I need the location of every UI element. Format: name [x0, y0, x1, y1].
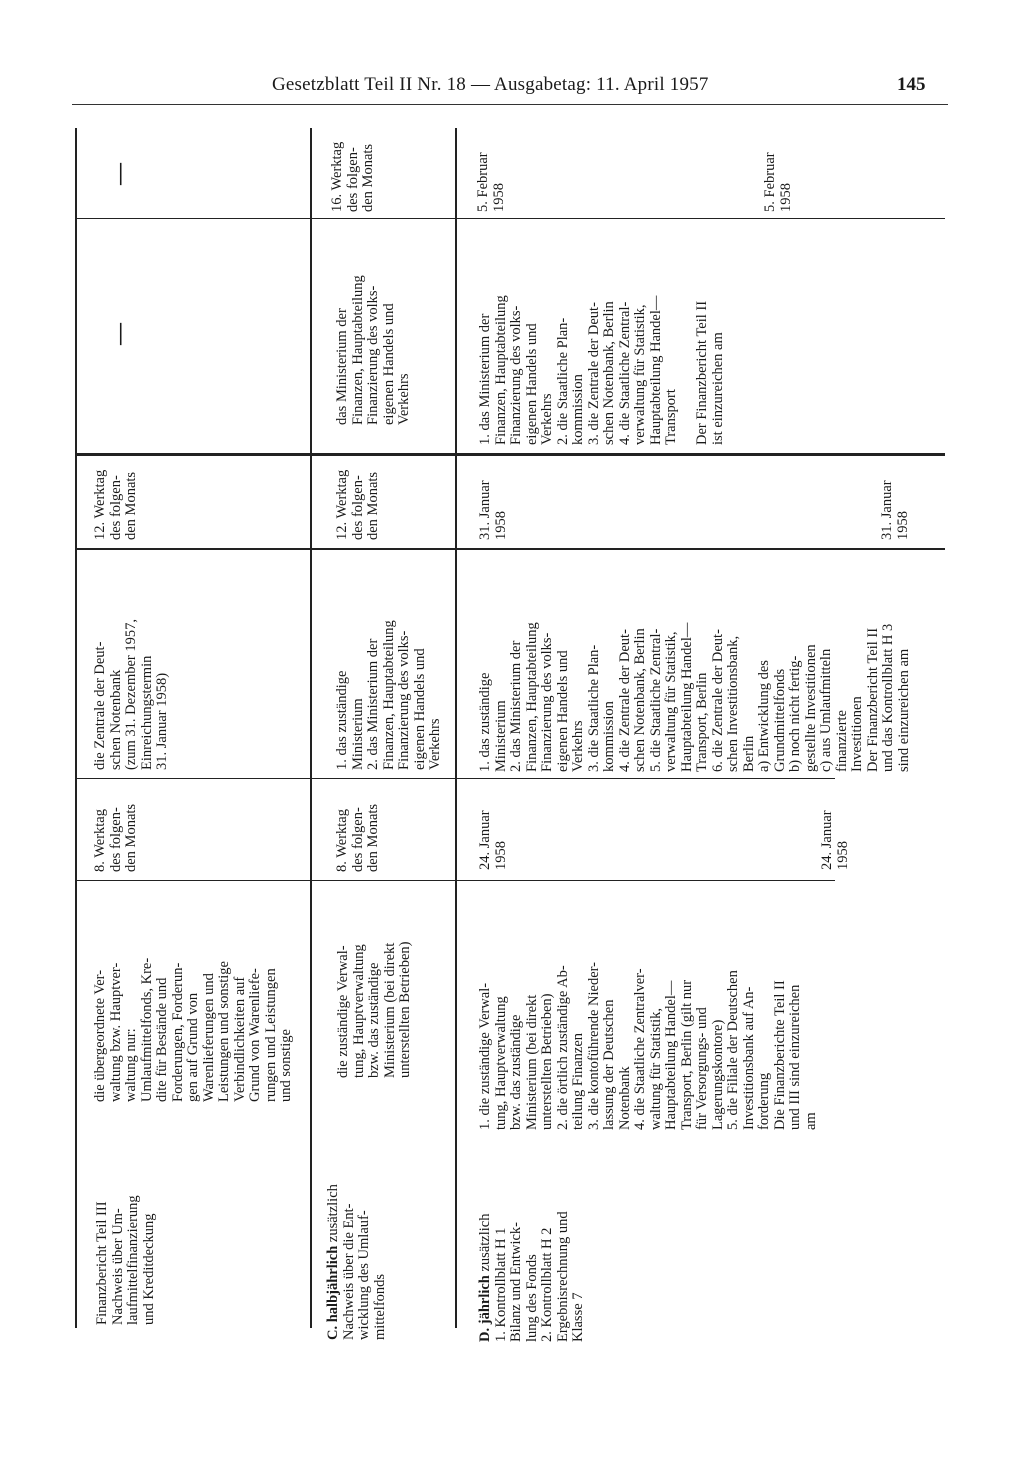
row-d-submitter: 1. die zuständige Verwal- tung, Hauptverwaltung bzw. das zuständige Ministerium (bei direkt unterstellten Betrieben) 2. die örtlich zuständige Ab- teilung Finanzen 3. die kontoführende Nieder- lassung der Deutschen Notenbank 4. die Staatliche Zentralver- waltung für Statistik, Hauptabteilung Handel— Transport, Berlin (gilt nur für Versorgungs- und Lagerungskontore) 5. die Filiale der Deutschen Investitionsbank auf An- forderung Die Finanzberichte Teil II und III sind einzureichen am	[477, 961, 819, 1130]
row-b-recipients-1: die Zentrale der Deut- schen Notenbank (zum 31. Dezember 1957, Einreichungstermin 31. Januar 1958)	[92, 619, 170, 770]
row-d-item-text: zusätzlich 1. Kontrollblatt H 1 Bilanz und Entwick- lung des Fonds 2. Kontrollblatt H 2 Ergebnisrechnung und Klasse 7	[477, 1211, 586, 1342]
row-b-date-3-dash: —	[106, 163, 131, 185]
column-divider-2	[75, 778, 835, 779]
table-left-border	[75, 128, 77, 1328]
row-b-report-item: Finanzbericht Teil III Nachweis über Um- laufmittelfinanzierung und Kreditdeckung	[94, 1195, 157, 1325]
row-c-item-text: zusätzlich Nachweis über die Ent- wicklung des Umlauf- mittelfonds	[325, 1184, 388, 1340]
row-c-date-3: 16. Werktag des folgen- den Monats	[329, 141, 376, 212]
row-d-prefix: D.	[477, 1327, 493, 1342]
row-b-submitter: die übergeordnete Ver- waltung bzw. Hauptver- waltung nur: Umlaufmittelfonds, Kre- dite für Bestände und Forderungen, Forderun- gen auf Grund von Warenlieferungen und Leistungen und sonstige Verbindlichkeiten auf Grund von Warenliefe- rungen und Leistungen und sonstige	[92, 957, 294, 1102]
row-d-frequency: jährlich	[477, 1275, 493, 1325]
column-divider-4	[75, 453, 945, 456]
row-divider-b-c	[310, 128, 312, 1328]
row-c-date-2: 12. Werktag des folgen- den Monats	[334, 469, 381, 540]
row-d-recipients-2: 1. das Ministerium der Finanzen, Hauptabteilung Finanzierung des volks- eigenen Handels und Verkehrs 2. die Staatliche Plan- kommission 3. die Zentrale der Deut- schen Notenbank, Berlin 4. die Staatliche Zentral- verwaltung für Statistik, Hauptabteilung Handel— Transport Der Finanzbericht Teil II ist einzureichen am	[477, 295, 726, 445]
row-d-date-1b: 24. Januar 1958	[819, 810, 851, 870]
row-b-date-2: 12. Werktag des folgen- den Monats	[92, 469, 139, 540]
row-c-prefix: C.	[325, 1325, 341, 1340]
row-c-report-item	[326, 1120, 411, 1340]
row-b-recipients-2-dash: —	[106, 323, 131, 345]
row-c-date-1: 8. Werktag des folgen- den Monats	[334, 803, 381, 872]
row-c-recipients-2: das Ministerium der Finanzen, Hauptabteilung Finanzierung des volks- eigenen Handels und Verkehrs	[334, 275, 412, 425]
header-rule	[72, 104, 948, 105]
row-c-recipients-1: 1. das zuständige Ministerium 2. das Ministerium der Finanzen, Hauptabteilung Finanzierung des volks- eigenen Handels und Verkehrs	[334, 620, 443, 770]
page-number: 145	[897, 74, 926, 95]
column-divider-1	[75, 880, 835, 881]
row-c-submitter: die zuständige Verwal- tung, Hauptverwaltung bzw. das zuständige Ministerium (bei direkt unterstellten Betrieben)	[335, 941, 413, 1078]
row-d-date-3a: 5. Februar 1958	[475, 152, 507, 212]
page-header-title: Gesetzblatt Teil II Nr. 18 — Ausgabetag: 11. April 1957	[272, 74, 709, 95]
row-d-date-2a: 31. Januar 1958	[477, 480, 509, 540]
row-divider-c-d	[455, 128, 457, 1328]
row-d-date-2b: 31. Januar 1958	[879, 480, 911, 540]
row-c-frequency: halbjährlich	[325, 1245, 341, 1323]
row-d-date-3b: 5. Februar 1958	[762, 152, 794, 212]
row-d-report-item	[478, 1142, 598, 1342]
row-d-date-1a: 24. Januar 1958	[477, 810, 509, 870]
column-divider-5	[75, 218, 945, 219]
row-d-recipients-1: 1. das zuständige Ministerium 2. das Ministerium der Finanzen, Hauptabteilung Finanzierung des volks- eigenen Handels und Verkehrs 3. die Staatliche Plan- kommission 4. die Zentrale der Deut- schen Notenbank, Berlin 5. die Staatliche Zentral- verwaltung für Statistik, Hauptabteilung Handel— Transport, Berlin 6. die Zentrale der Deut- schen Investitionsbank, Berlin a) Entwicklung des Grundmittelfonds b) noch nicht fertig- gestellte Investitionen c) aus Umlaufmitteln finanzierte Investitionen Der Finanzbericht Teil II und das Kontrollblatt H 3 sind einzureichen am	[477, 622, 912, 772]
row-b-date-1: 8. Werktag des folgen- den Monats	[92, 803, 139, 872]
